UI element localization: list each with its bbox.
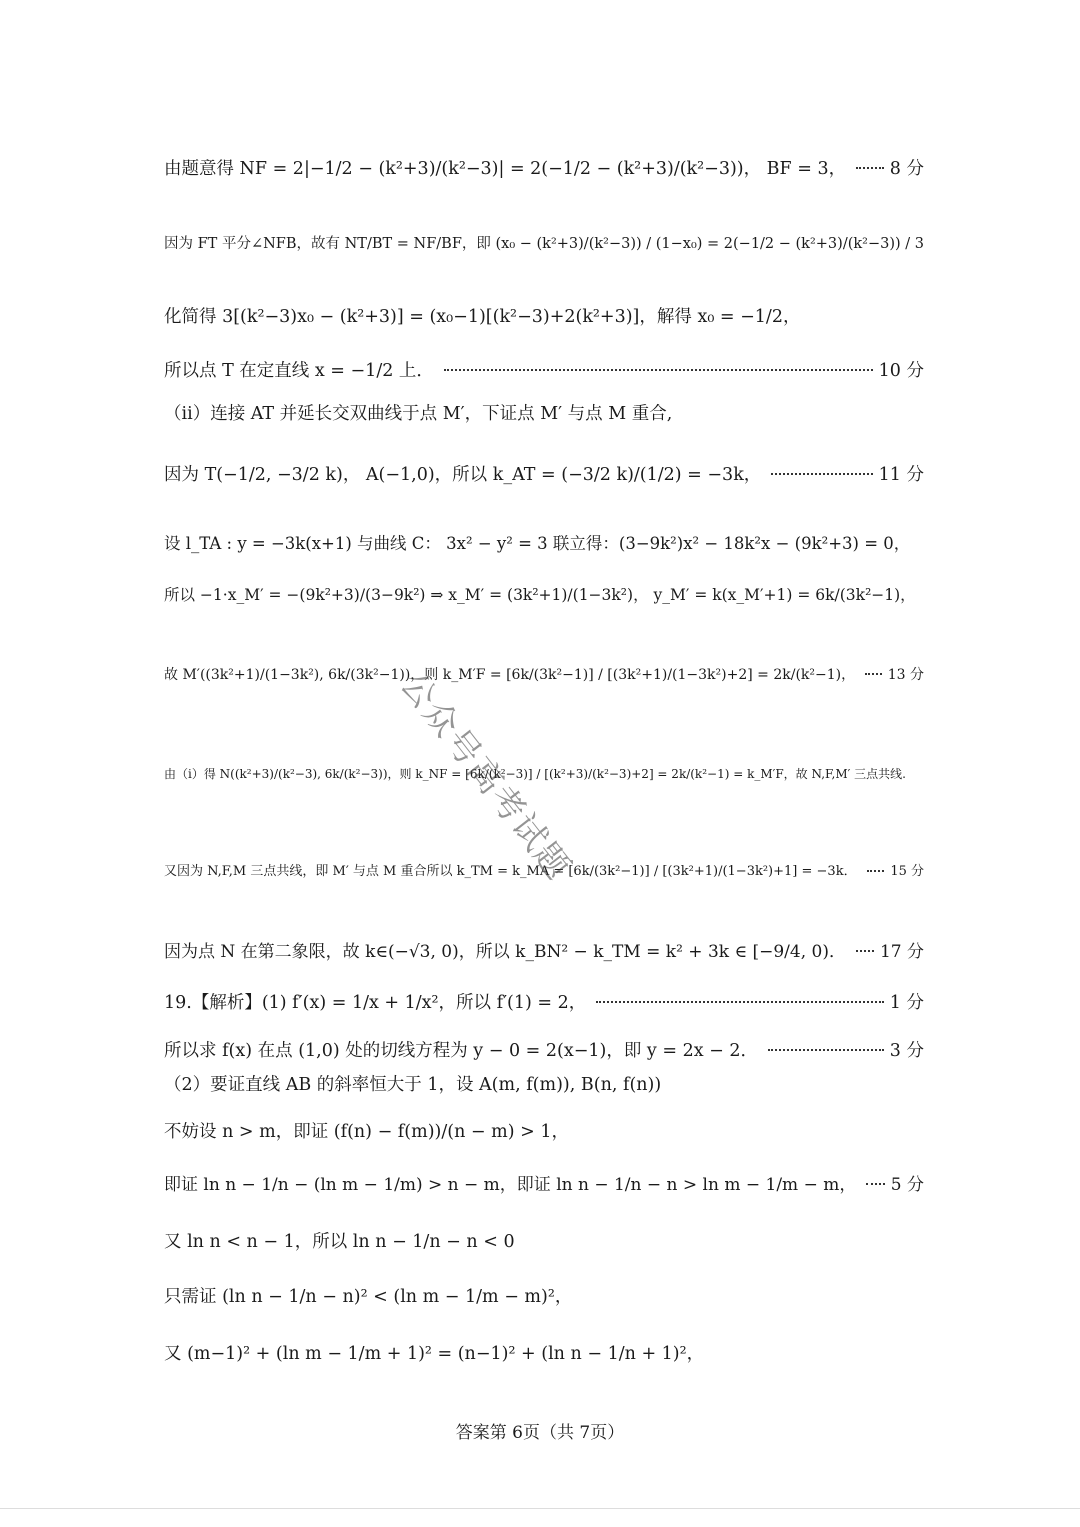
leader-dots — [768, 1048, 884, 1051]
solution-line-5 — [164, 402, 924, 426]
leader-dots — [867, 869, 885, 872]
leader-dots — [771, 472, 872, 475]
solution-line-17 — [164, 1173, 924, 1197]
solution-line-3 — [164, 305, 924, 329]
line-text: 设 l_TA : y = −3k(x+1) 与曲线 C： 3x² − y² = 3 联立得：(3−9k²)x² − 18k²x − (9k²+3) = 0， — [164, 534, 911, 553]
solution-line-12 — [164, 940, 924, 964]
line-text: 故 M′((3k²+1)/(1−3k²), 6k/(3k²−1))，则 k_M′F = [6k/(3k²−1)] / [(3k²+1)/(1−3k²)+2] = 2k/(k²−1)， — [164, 667, 856, 683]
line-text: 因为 T(−1/2, −3/2 k)， A(−1,0)，所以 k_AT = (−3/2 k)/(1/2) = −3k， — [164, 465, 762, 485]
solution-line-19 — [164, 1285, 924, 1309]
score-label: 8 分 — [889, 159, 924, 179]
leader-dots — [444, 368, 873, 371]
score-label: 17 分 — [879, 942, 924, 962]
solution-line-4 — [164, 359, 924, 383]
watermark: 公众号高考试题 — [392, 664, 579, 889]
line-text: 由（i）得 N((k²+3)/(k²−3), 6k/(k²−3))，则 k_NF = [6k/(k²−3)] / [(k²+3)/(k²−3)+2] = 2k/(k²−1) = k_M′F，故 N,F,M′ 三点共线. — [164, 767, 906, 781]
bottom-rule — [0, 1508, 1080, 1509]
line-text: 所以 −1·x_M′ = −(9k²+3)/(3−9k²) ⇒ x_M′ = (3k²+1)/(1−3k²)， y_M′ = k(x_M′+1) = 6k/(3k²−1)， — [164, 586, 916, 604]
solution-line-15 — [164, 1073, 924, 1097]
leader-dots — [866, 1182, 884, 1185]
line-text: 因为点 N 在第二象限，故 k∈(−√3, 0)，所以 k_BN² − k_TM = k² + 3k ∈ [−9/4, 0)． — [164, 942, 846, 962]
solution-line-14 — [164, 1039, 924, 1063]
solution-line-6 — [164, 463, 924, 487]
line-text: 因为 FT 平分∠NFB，故有 NT/BT = NF/BF，即 (x₀ − (k²+3)/(k²−3)) / (1−x₀) = 2(−1/2 − (k²+3)/(k²−3)) / 3 — [164, 236, 924, 252]
solution-line-2 — [164, 232, 924, 256]
leader-dots — [856, 166, 884, 169]
page-footer: 答案第 6页（共 7页） — [455, 1423, 625, 1443]
score-label: 10 分 — [878, 361, 924, 381]
leader-dots — [596, 1000, 884, 1003]
solution-line-16 — [164, 1120, 924, 1144]
score-label: 1 分 — [889, 993, 924, 1013]
score-label: 15 分 — [890, 864, 924, 879]
line-text: 化简得 3[(k²−3)x₀ − (k²+3)] = (x₀−1)[(k²−3)+2(k²+3)]，解得 x₀ = −1/2， — [164, 307, 801, 327]
line-text: 19.【解析】(1) f′(x) = 1/x + 1/x²，所以 f′(1) = 2， — [164, 993, 587, 1013]
solution-line-7 — [164, 532, 924, 556]
line-text: 由题意得 NF = 2|−1/2 − (k²+3)/(k²−3)| = 2(−1/2 − (k²+3)/(k²−3))， BF = 3， — [164, 159, 847, 179]
leader-dots — [865, 672, 882, 675]
line-text: 所以求 f(x) 在点 (1,0) 处的切线方程为 y − 0 = 2(x−1)，即 y = 2x − 2． — [164, 1041, 759, 1061]
solution-line-18 — [164, 1230, 924, 1254]
leader-dots — [856, 949, 874, 952]
line-text: 又 (m−1)² + (ln m − 1/m + 1)² = (n−1)² + (ln n − 1/n + 1)²， — [164, 1344, 705, 1364]
line-text: 即证 ln n − 1/n − (ln m − 1/m) > n − m，即证 ln n − 1/n − n > ln m − 1/m − m， — [164, 1175, 857, 1195]
line-text: 所以点 T 在定直线 x = −1/2 上． — [164, 361, 434, 381]
line-text: （2）要证直线 AB 的斜率恒大于 1，设 A(m, f(m)), B(n, f(n)) — [164, 1075, 662, 1095]
solution-line-9 — [164, 663, 924, 687]
line-text: 不妨设 n > m，即证 (f(n) − f(m))/(n − m) > 1， — [164, 1122, 569, 1142]
score-label: 3 分 — [889, 1041, 924, 1061]
solution-line-10 — [164, 762, 924, 786]
solution-line-8 — [164, 583, 924, 607]
score-label: 5 分 — [890, 1175, 924, 1195]
line-text: 又 ln n < n − 1，所以 ln n − 1/n − n < 0 — [164, 1232, 515, 1252]
score-label: 13 分 — [887, 667, 924, 683]
line-text: 只需证 (ln n − 1/n − n)² < (ln m − 1/m − m)²， — [164, 1287, 573, 1307]
line-text: （ii）连接 AT 并延长交双曲线于点 M′，下证点 M′ 与点 M 重合, — [164, 404, 673, 424]
score-label: 11 分 — [878, 465, 924, 485]
solution-line-13 — [164, 991, 924, 1015]
solution-line-1 — [164, 157, 924, 181]
solution-line-20 — [164, 1342, 924, 1366]
line-text: 又因为 N,F,M 三点共线，即 M′ 与点 M 重合所以 k_TM = k_MA = [6k/(3k²−1)] / [(3k²+1)/(1−3k²)+1] = −3k． — [164, 864, 857, 879]
